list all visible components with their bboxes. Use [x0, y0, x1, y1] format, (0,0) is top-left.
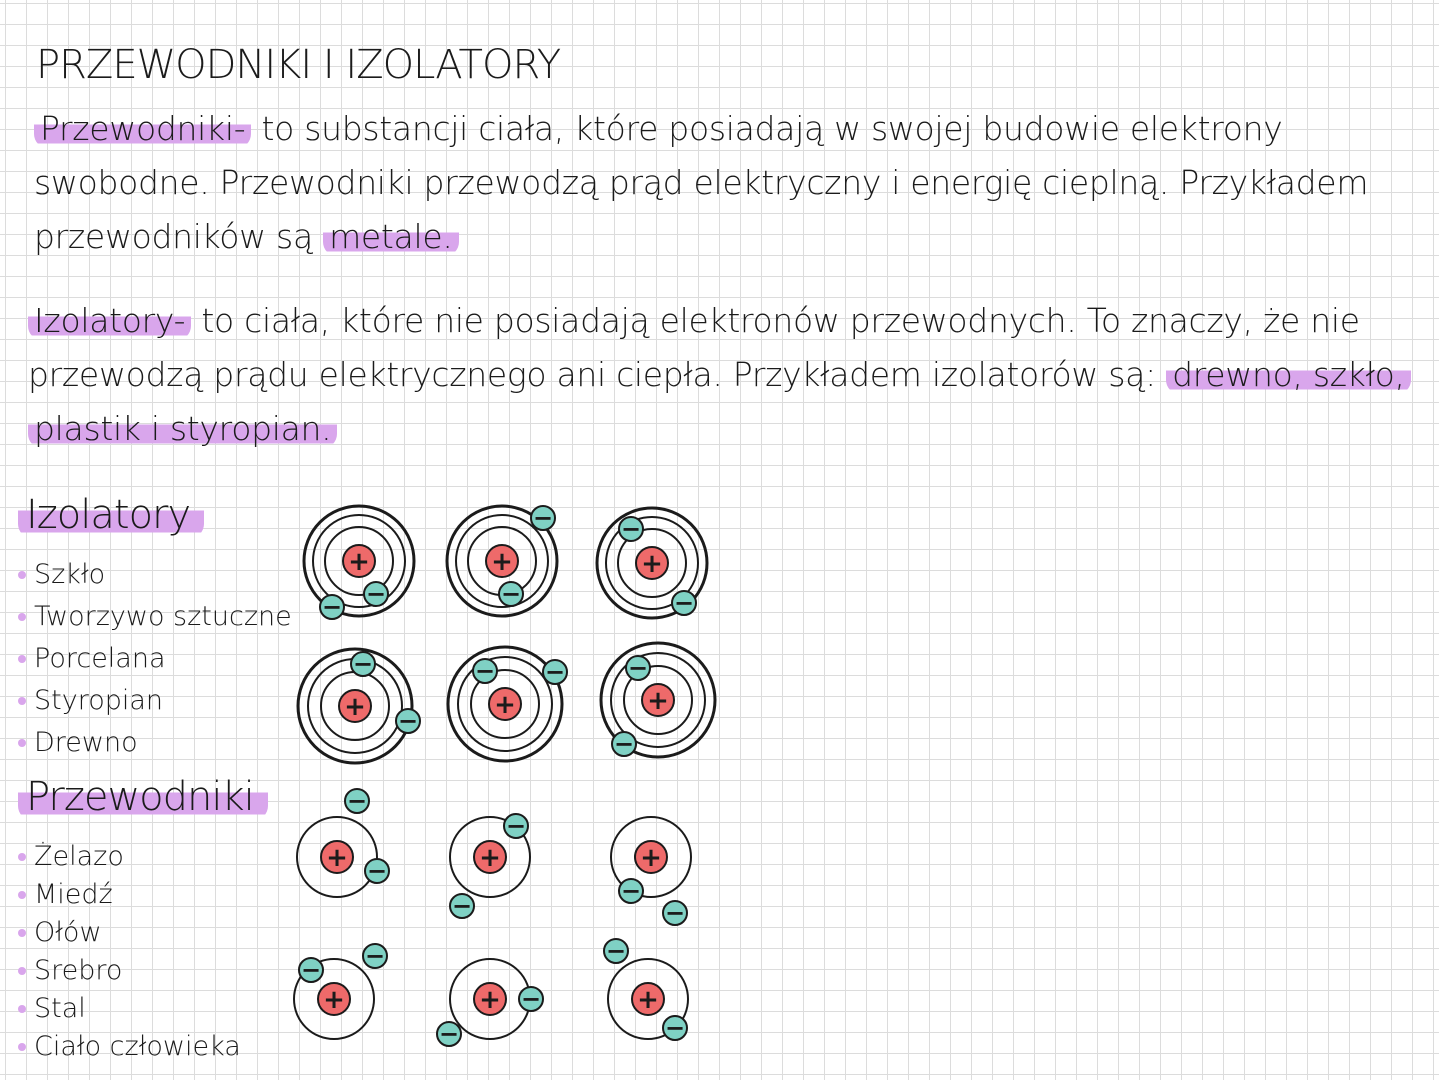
atom	[437, 959, 543, 1048]
electron-sign: −	[474, 657, 496, 685]
proton-sign: +	[491, 547, 513, 577]
proton-sign: +	[344, 692, 366, 722]
electron-sign: −	[438, 1020, 460, 1048]
electron-sign: −	[544, 658, 566, 686]
electron-sign: −	[364, 942, 386, 970]
insulator-item: Drewno	[18, 722, 292, 764]
atom	[304, 506, 414, 621]
proton-sign: +	[323, 985, 345, 1015]
atom	[448, 647, 567, 761]
electron-sign: −	[605, 937, 627, 965]
conductor-item: Miedź	[18, 876, 241, 914]
insulators-heading: Izolatory	[18, 492, 204, 538]
electron-sign: −	[505, 812, 527, 840]
insulator-item: Styropian	[18, 680, 292, 722]
proton-sign: +	[641, 549, 663, 579]
atom	[604, 937, 688, 1042]
conductors-example-highlight: metale.	[323, 217, 458, 256]
insulator-item: Porcelana	[18, 638, 292, 680]
proton-sign: +	[348, 547, 370, 577]
insulator-item: Szkło	[18, 554, 292, 596]
conductors-line-2: swobodne. Przewodniki przewodzą prąd elektryczny i energię cieplną. Przykładem	[34, 163, 1369, 202]
atom	[297, 787, 389, 897]
atom	[294, 942, 387, 1039]
electron-sign: −	[520, 985, 542, 1013]
electron-sign: −	[321, 593, 343, 621]
electron-sign: −	[397, 707, 419, 735]
insulators-examples-highlight: drewno, szkło,	[1166, 355, 1411, 394]
proton-sign: +	[637, 985, 659, 1015]
insulators-term: Izolatory-	[28, 301, 191, 340]
conductors-line-3-text: przewodników są	[34, 217, 324, 256]
electron-sign: −	[451, 892, 473, 920]
atom	[597, 508, 707, 618]
conductors-line-1-text: to substancji ciała, które posiadają w swojej budowie elektrony	[251, 109, 1283, 148]
electron-sign: −	[673, 589, 695, 617]
atom	[450, 812, 530, 920]
electron-sign: −	[352, 650, 374, 678]
proton-sign: +	[479, 985, 501, 1015]
atom	[601, 643, 715, 758]
conductor-item: Żelazo	[18, 838, 241, 876]
electron-sign: −	[365, 580, 387, 608]
conductors-heading: Przewodniki	[18, 774, 268, 820]
electron-sign: −	[500, 580, 522, 608]
electron-sign: −	[532, 504, 554, 532]
proton-sign: +	[494, 690, 516, 720]
insulators-examples-highlight-2: plastik i styropian.	[28, 409, 337, 448]
insulators-line-1-text: to ciała, które nie posiadają elektronów przewodnych. To znaczy, że nie	[191, 301, 1360, 340]
proton-sign: +	[326, 843, 348, 873]
electron-sign: −	[613, 730, 635, 758]
conductor-item: Ołów	[18, 914, 241, 952]
atom	[611, 817, 691, 927]
electron-sign: −	[346, 787, 368, 815]
conductor-item: Stal	[18, 990, 241, 1028]
proton-sign: +	[647, 686, 669, 716]
atom	[447, 504, 557, 616]
electron-sign: −	[620, 877, 642, 905]
proton-sign: +	[479, 843, 501, 873]
electron-sign: −	[664, 899, 686, 927]
conductor-item: Ciało człowieka	[18, 1028, 241, 1066]
electron-sign: −	[664, 1014, 686, 1042]
proton-sign: +	[640, 843, 662, 873]
atom	[298, 649, 420, 763]
page-title: PRZEWODNIKI I IZOLATORY	[36, 42, 561, 88]
insulators-line-2-text: przewodzą prądu elektrycznego ani ciepła. Przykładem izolatorów są:	[28, 355, 1167, 394]
conductors-term: Przewodniki-	[34, 109, 251, 148]
electron-sign: −	[300, 956, 322, 984]
electron-sign: −	[620, 515, 642, 543]
conductor-item: Srebro	[18, 952, 241, 990]
electron-sign: −	[366, 857, 388, 885]
electron-sign: −	[627, 654, 649, 682]
insulator-item: Tworzywo sztuczne	[18, 596, 292, 638]
